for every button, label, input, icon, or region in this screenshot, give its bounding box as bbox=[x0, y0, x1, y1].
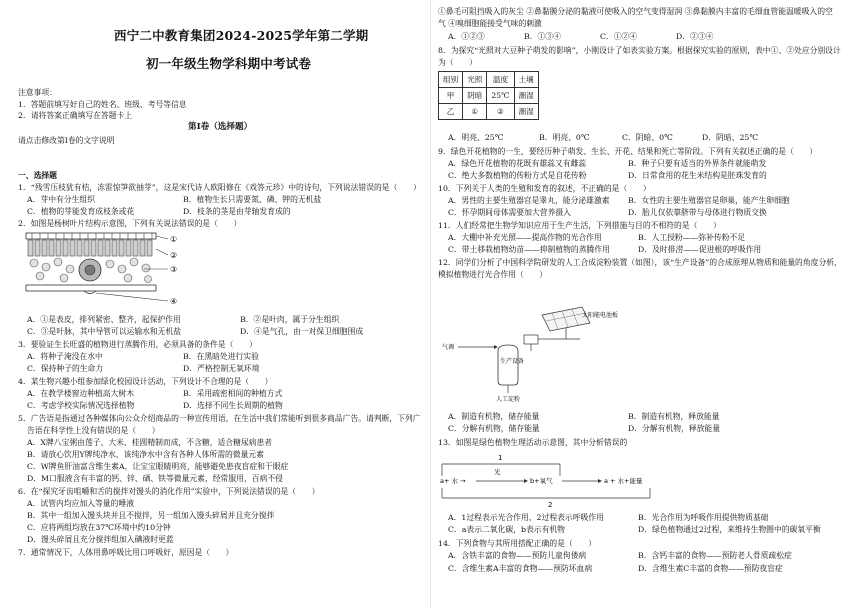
option-a: A．将种子淹没在水中 bbox=[27, 352, 103, 361]
photosynthesis-figure bbox=[440, 452, 660, 508]
option-a: A．芽中有分生组织 bbox=[27, 195, 96, 204]
table-header-cell: 温度 bbox=[487, 72, 514, 88]
question-stem: 5．广告语是指通过各种媒体向公众介绍商品的一种宣传用语，在生活中我们常能听到很多商品广告。请判断，下列广 bbox=[18, 414, 421, 423]
product-label: 人工淀粉 bbox=[496, 396, 521, 403]
question-stem: 13．如图是绿色植物生理活动示意图，其中分析错误的 bbox=[438, 438, 628, 447]
option-b: B．植物生长只需要氮、磷、钾的无机盐 bbox=[183, 195, 322, 204]
option-c: C．怀孕期间母体需要加大营养摄入 bbox=[448, 208, 571, 217]
table-cell: 阴暗 bbox=[463, 88, 487, 104]
option-c: C．阴暗、0℃ bbox=[622, 133, 673, 142]
option-d: D．选择不同生长周期的植物 bbox=[183, 401, 283, 410]
option-a: A．明亮、25℃ bbox=[448, 133, 504, 142]
option-c: C．带土移栽植物幼苗——抑制植物的蒸腾作用 bbox=[448, 245, 610, 254]
light-label: 光 bbox=[494, 468, 501, 476]
table-cell: ② bbox=[487, 104, 514, 120]
solar-panel-label: 太阳能电池板 bbox=[582, 312, 619, 319]
option-c: C．应将两组均放在37℃环境中约10分钟 bbox=[27, 523, 171, 532]
option-a: A．绿色开花植物的花既有雄蕊又有雌蕊 bbox=[448, 159, 587, 168]
question-stem: 14．下列食物与其所用搭配正确的是（ ） bbox=[438, 539, 597, 548]
option-c: C．植物的芽能发育成枝条或花 bbox=[27, 207, 135, 216]
exam-title: 西宁二中教育集团2024-2025学年第二学期 bbox=[114, 28, 369, 43]
column-divider bbox=[430, 0, 431, 608]
part-heading: 一、选择题 bbox=[18, 171, 57, 180]
question-stem: 9．绿色开花植物的一生，要经历种子萌发、生长、开花、结果和死亡等阶段。下列有关叙述正确的是（ ） bbox=[438, 147, 818, 156]
option-c: C．保持种子的生命力 bbox=[27, 364, 104, 373]
option-b: B．制造有机物，释放能量 bbox=[628, 412, 720, 421]
option-d: D．②③④ bbox=[676, 32, 714, 41]
option-d: D．枝条的茎是由芽轴发育成的 bbox=[183, 207, 291, 216]
reactant-label: a+ 水 → bbox=[440, 477, 466, 485]
option-b: B．光合作用为呼吸作用提供物质基础 bbox=[638, 513, 769, 522]
section-note: 请点击修改第Ⅰ卷的文字说明 bbox=[18, 136, 115, 145]
equipment-label: 生产设备 bbox=[500, 358, 525, 365]
option-a: A．男性的主要生殖器官是睾丸，能分泌雄激素 bbox=[448, 196, 610, 205]
question-stem: 3．要验证生长旺盛的植物进行蒸腾作用，必须具备的条件是（ ） bbox=[18, 340, 257, 349]
option-a: A．含铁丰富的食物——预防儿童佝偻病 bbox=[448, 551, 587, 560]
option-d: D．含维生素C丰富的食物——预防夜盲症 bbox=[638, 564, 783, 573]
option-d: D．日常食用的花生米结构是胚珠发育的 bbox=[628, 171, 767, 180]
option-c: C．绝大多数植物的传粉方式是自花传粉 bbox=[448, 171, 587, 180]
option-a: A．X牌八宝粥由莲子、大米、桂圆精制而成，不含糖，适合糖尿病患者 bbox=[27, 438, 273, 447]
product-label: b+氧气 bbox=[530, 477, 553, 485]
table-header-cell: 土壤 bbox=[514, 72, 538, 88]
option-b: B．明亮、0℃ bbox=[539, 133, 590, 142]
section-title: 第Ⅰ卷（选择题） bbox=[188, 122, 253, 132]
option-c: C．③是叶脉，其中导管可以运输水和无机盐 bbox=[27, 327, 182, 336]
exam-subtitle: 初一年级生物学科期中考试卷 bbox=[146, 56, 312, 71]
question-stem: 2．如图是杨树叶片结构示意图，下列有关说法错误的是（ ） bbox=[18, 219, 242, 228]
question-stem-cont: 模拟植物进行光合作用（ ） bbox=[438, 270, 548, 279]
option-d: D．④是气孔，由一对保卫细胞围成 bbox=[240, 327, 364, 336]
question-stem: 10．下列关于人类的生殖和发育的叙述，不正确的是（ ） bbox=[438, 184, 651, 193]
leaf-label-2: ② bbox=[170, 251, 178, 260]
option-b: B．在黑暗处进行实验 bbox=[183, 352, 259, 361]
q7-statement: ①鼻毛可阻挡吸入的灰尘 ②鼻黏膜分泌的黏液可使吸入的空气变得湿润 ③鼻黏膜内丰富的毛细血管能温暖吸入的空 bbox=[438, 7, 833, 16]
question-stem: 11．人们经常把生物学知识应用于生产生活，下列措施与目的不相符的是（ ） bbox=[438, 221, 721, 230]
question-stem: 6．在“探究牙齿咀嚼和舌的搅拌对馒头的消化作用”实验中，下列说法错误的是（ ） bbox=[18, 487, 320, 496]
option-c: C．①②④ bbox=[600, 32, 638, 41]
option-c: C．分解有机物，储存能量 bbox=[448, 424, 540, 433]
starch-synthesis-figure bbox=[442, 285, 622, 403]
respiration-output-label: a + 水+能量 bbox=[604, 477, 643, 485]
table-cell: ① bbox=[463, 104, 487, 120]
option-a: A．大棚中补充光照——提高作物的光合作用 bbox=[448, 233, 602, 242]
table-cell: 25℃ bbox=[487, 88, 514, 104]
question-stem: 8．为探究“光照对大豆种子萌发的影响”，小刚设计了如表实验方案。根据探究实验的原则，表中①、②处应分别设计 bbox=[438, 46, 841, 55]
q7-statement-cont: 气 ④嗅细胞能接受气味的刺激 bbox=[438, 19, 542, 28]
question-stem: 1．“残雪压枝犹有桔，冻雷惊笋欲抽芽”，这是宋代诗人欧阳修在《戏答元珍》中的诗句，下列说法错误的是（ ） bbox=[18, 183, 421, 192]
option-a: A．①②③ bbox=[448, 32, 485, 41]
option-b: B．①③④ bbox=[524, 32, 561, 41]
table-header-cell: 光照 bbox=[463, 72, 487, 88]
option-b: B．人工授粉——弥补传粉不足 bbox=[638, 233, 746, 242]
leaf-label-3: ③ bbox=[170, 265, 178, 274]
option-b: B．②是叶肉，属于分生组织 bbox=[240, 315, 340, 324]
option-c: C．含维生素A丰富的食物——预防坏血病 bbox=[448, 564, 593, 573]
option-d: D．绿色植物通过2过程，来维持生物圈中的碳氧平衡 bbox=[638, 525, 821, 534]
option-c: C．a表示二氧化碳，b表示有机物 bbox=[448, 525, 565, 534]
option-d: D．胎儿仅依靠脐带与母体进行物质交换 bbox=[628, 208, 767, 217]
option-b: B．采用疏密相间的种植方式 bbox=[183, 389, 283, 398]
process-2-label: 2 bbox=[548, 501, 553, 508]
notice-item: 1．答题前填写好自己的姓名、班级、考号等信息 bbox=[18, 100, 187, 109]
table-row bbox=[439, 88, 539, 104]
experiment-table bbox=[438, 71, 539, 120]
option-d: D．分解有机物，释放能量 bbox=[628, 424, 721, 433]
gas-label: 气调 bbox=[442, 344, 455, 351]
question-stem-cont: 告语在科学性上没有错误的是（ ） bbox=[27, 426, 160, 435]
option-d: D．及时排涝——促进根的呼吸作用 bbox=[638, 245, 762, 254]
notice-item: 2．请将答案正确填写在答题卡上 bbox=[18, 111, 133, 120]
table-cell: 潮湿 bbox=[514, 104, 538, 120]
question-stem: 12．同学们分析了中国科学院研发的人工合成淀粉装置（如图），该“生产设备”的合成原理从物质和能量的角度分析， bbox=[438, 258, 842, 267]
option-d: D．严格控制无氧环境 bbox=[183, 364, 260, 373]
option-b: B．含钙丰富的食物——预防老人骨质疏松症 bbox=[638, 551, 792, 560]
table-cell: 潮湿 bbox=[514, 88, 538, 104]
option-a: A．制造有机物，储存能量 bbox=[448, 412, 540, 421]
option-a: A．试管内均应加入等量的唾液 bbox=[27, 499, 134, 508]
table-header-row bbox=[439, 72, 539, 88]
table-header-cell: 组别 bbox=[439, 72, 463, 88]
option-a: A．在教学楼窗边种植高大树木 bbox=[27, 389, 134, 398]
leaf-cross-section-figure bbox=[24, 231, 184, 309]
right-column bbox=[432, 0, 860, 608]
process-1-label: 1 bbox=[498, 454, 503, 462]
leaf-label-1: ① bbox=[170, 235, 178, 244]
option-b: B．请放心饮用Y牌纯净水，该纯净水中含有各种人体所需的微量元素 bbox=[27, 450, 264, 459]
option-c: C．W牌鱼肝油富含维生素A，让宝宝眼睛明亮，能够避免患夜盲症和干眼症 bbox=[27, 462, 289, 471]
option-b: B．种子只要有适当的外界条件就能萌发 bbox=[628, 159, 767, 168]
option-b: B．其中一组加入馒头块并且不搅拌，另一组加入馒头碎屑并且充分搅拌 bbox=[27, 511, 275, 520]
option-d: D．阴暗、25℃ bbox=[702, 133, 759, 142]
option-a: A．①是表皮，排列紧密、整齐，起保护作用 bbox=[27, 315, 181, 324]
table-row bbox=[439, 104, 539, 120]
question-stem: 4．某生物兴趣小组参加绿化校园设计活动，下列设计不合理的是（ ） bbox=[18, 377, 273, 386]
option-a: A．1过程表示光合作用，2过程表示呼吸作用 bbox=[448, 513, 604, 522]
table-cell: 乙 bbox=[439, 104, 463, 120]
option-b: B．女性的主要生殖器官是卵巢，能产生卵细胞 bbox=[628, 196, 790, 205]
option-d: D．M口服液含有丰富的钙、锌、硒、铁等微量元素，经常服用，百病不侵 bbox=[27, 474, 283, 483]
leaf-label-4: ④ bbox=[170, 297, 178, 306]
option-c: C．考虑学校实际情况选择植物 bbox=[27, 401, 135, 410]
option-d: D．馒头碎屑且充分搅拌组加入碘液时更蓝 bbox=[27, 535, 174, 544]
question-stem: 7．通常情况下，人体用鼻呼吸比用口呼吸好，原因是（ ） bbox=[18, 548, 234, 557]
notice-heading: 注意事项： bbox=[18, 88, 57, 97]
table-cell: 甲 bbox=[439, 88, 463, 104]
question-stem-cont: 为（ ） bbox=[438, 58, 477, 67]
